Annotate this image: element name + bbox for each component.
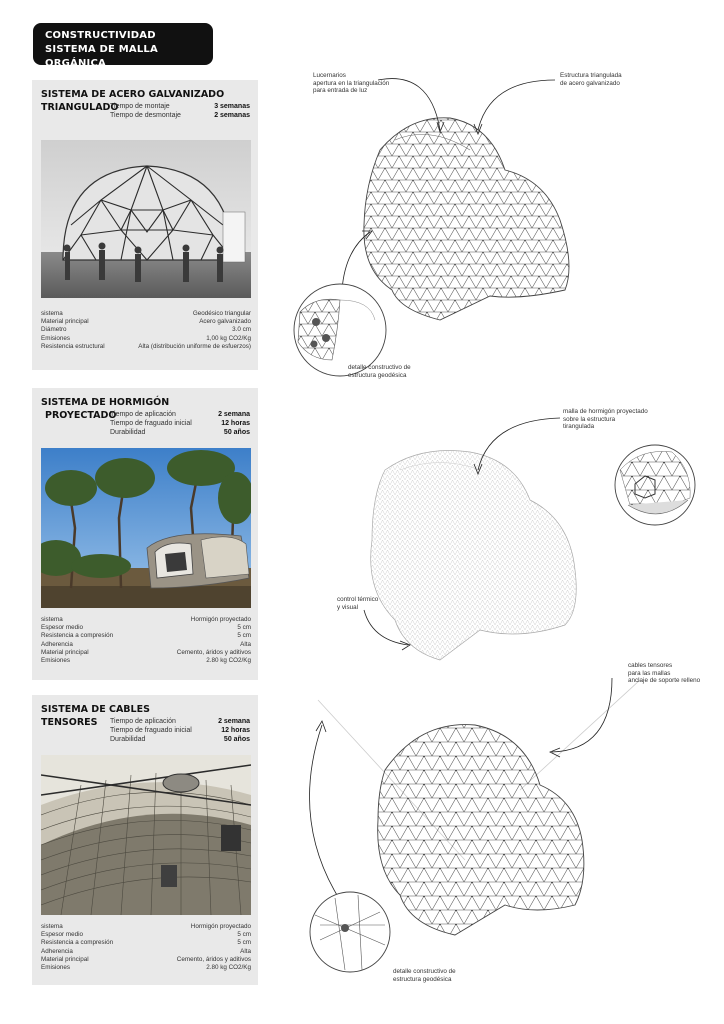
meta-label: Tiempo de fraguado inicial [110, 420, 192, 427]
annotation-lucernarios [313, 72, 389, 95]
spec-value: 5 cm [237, 931, 251, 939]
spec-label: Resistencia estructural [41, 342, 105, 350]
spec-label: Material principal [41, 955, 89, 963]
spec-label: Adherencia [41, 947, 73, 955]
spec-value: 2.80 kg CO2/Kg [206, 964, 251, 972]
spec-label: sistema [41, 923, 63, 930]
spec-label: sistema [41, 310, 63, 317]
meta-label: Tiempo de desmontaje [110, 112, 181, 119]
annotation-line: estructura geodésica [348, 371, 407, 379]
annotation-line: estructura geodésica [393, 975, 452, 983]
annotation-line: detalle constructivo de [348, 364, 411, 371]
annotation-line: detalle constructivo de [393, 968, 456, 975]
meta-label: Tiempo de fraguado inicial [110, 727, 192, 734]
annotation-line: Estructura triangulada [560, 72, 622, 79]
spec-label: Espesor medio [41, 624, 83, 632]
meta-value: 50 años [223, 736, 250, 743]
spec-label: Emisiones [41, 657, 71, 665]
spec-value: 5 cm [237, 939, 251, 947]
detail-circle-1 [294, 284, 386, 376]
annotation-line: apertura en la triangulación [313, 79, 390, 87]
meta-value: 12 horas [221, 727, 250, 734]
meta-value: 2 semana [218, 411, 250, 418]
meta-value: 3 semanas [214, 103, 250, 110]
spec-label: sistema [41, 616, 63, 623]
panel-title-line1: SISTEMA DE ACERO GALVANIZADO [41, 89, 225, 100]
spec-label: Diámetro [41, 326, 67, 334]
annotation-cables [628, 662, 700, 685]
panel-title-line1: SISTEMA DE HORMIGÓN [41, 397, 170, 408]
spec-value: Alta [240, 640, 251, 648]
spec-value: Hormigón proyectado [190, 923, 251, 930]
detail-circle-3 [310, 892, 390, 972]
spec-value: Cemento, áridos y aditivos [176, 648, 251, 656]
panel-title-line2: TENSORES [41, 717, 98, 728]
meta-label: Tiempo de aplicación [110, 718, 176, 725]
spec-value: 1,00 kg CO2/Kg [206, 334, 251, 342]
spec-value: Geodésico triangular [192, 310, 251, 317]
spec-label: Emisiones [41, 334, 71, 342]
spec-value: Cemento, áridos y aditivos [176, 955, 251, 963]
annotation-control [337, 596, 378, 611]
panel-title-line2: PROYECTADO [45, 410, 117, 421]
annotation-line: para las mallas [628, 669, 671, 677]
annotation-line: y visual [337, 603, 358, 611]
spec-label: Adherencia [41, 640, 73, 648]
annotation-detalle-2 [393, 968, 456, 983]
spec-value: Alta (distribución uniforme de esfuerzos) [138, 342, 251, 350]
spec-label: Espesor medio [41, 931, 83, 939]
annotation-line: sobre la estructura [563, 415, 616, 423]
detail-circle-2 [615, 445, 695, 525]
spec-value: Alta [240, 947, 251, 955]
annotation-line: control térmico [337, 596, 379, 603]
meta-value: 50 años [223, 429, 250, 436]
spec-value: 2.80 kg CO2/Kg [206, 657, 251, 665]
dome-drawing-3 [378, 725, 584, 935]
spec-value: 5 cm [237, 624, 251, 632]
spec-label: Resistencia a compresión [41, 939, 114, 947]
annotation-estructura [560, 72, 622, 87]
spec-value: 5 cm [237, 632, 251, 640]
meta-label: Tiempo de aplicación [110, 411, 176, 418]
spec-label: Resistencia a compresión [41, 632, 114, 640]
annotation-line: de acero galvanizado [560, 79, 620, 87]
panel-title-line1: SISTEMA DE CABLES [41, 704, 150, 715]
annotation-line: anclaje de soporte relleno [628, 677, 701, 685]
spec-value: Acero galvanizado [199, 318, 251, 326]
annotation-line: cables tensores [628, 662, 673, 669]
dome-drawing-1 [364, 118, 569, 320]
annotation-detalle-1 [348, 364, 411, 379]
meta-value: 12 horas [221, 420, 250, 427]
spec-label: Material principal [41, 648, 89, 656]
spec-value: 3.0 cm [232, 326, 251, 334]
page-title-line1: CONSTRUCTIVIDAD [45, 30, 156, 41]
spec-label: Material principal [41, 318, 89, 326]
dome-drawing-2 [371, 450, 577, 660]
meta-label: Durabilidad [110, 429, 146, 436]
meta-value: 2 semanas [214, 112, 250, 119]
meta-label: Tiempo de montaje [110, 103, 170, 110]
meta-value: 2 semana [218, 718, 250, 725]
annotation-line: tirangulada [563, 423, 595, 431]
annotation-line: malla de hormigón proyectado [563, 408, 648, 415]
page-title-line2: SISTEMA DE MALLA ORGÁNICA [45, 44, 158, 69]
spec-value: Hormigón proyectado [190, 616, 251, 623]
annotation-malla [563, 408, 648, 431]
panel-title-line2: TRIANGULADO [41, 102, 119, 113]
annotation-line: Lucernarios [313, 72, 346, 79]
annotation-line: para entrada de luz [313, 87, 368, 95]
spec-label: Emisiones [41, 964, 71, 972]
meta-label: Durabilidad [110, 736, 146, 743]
